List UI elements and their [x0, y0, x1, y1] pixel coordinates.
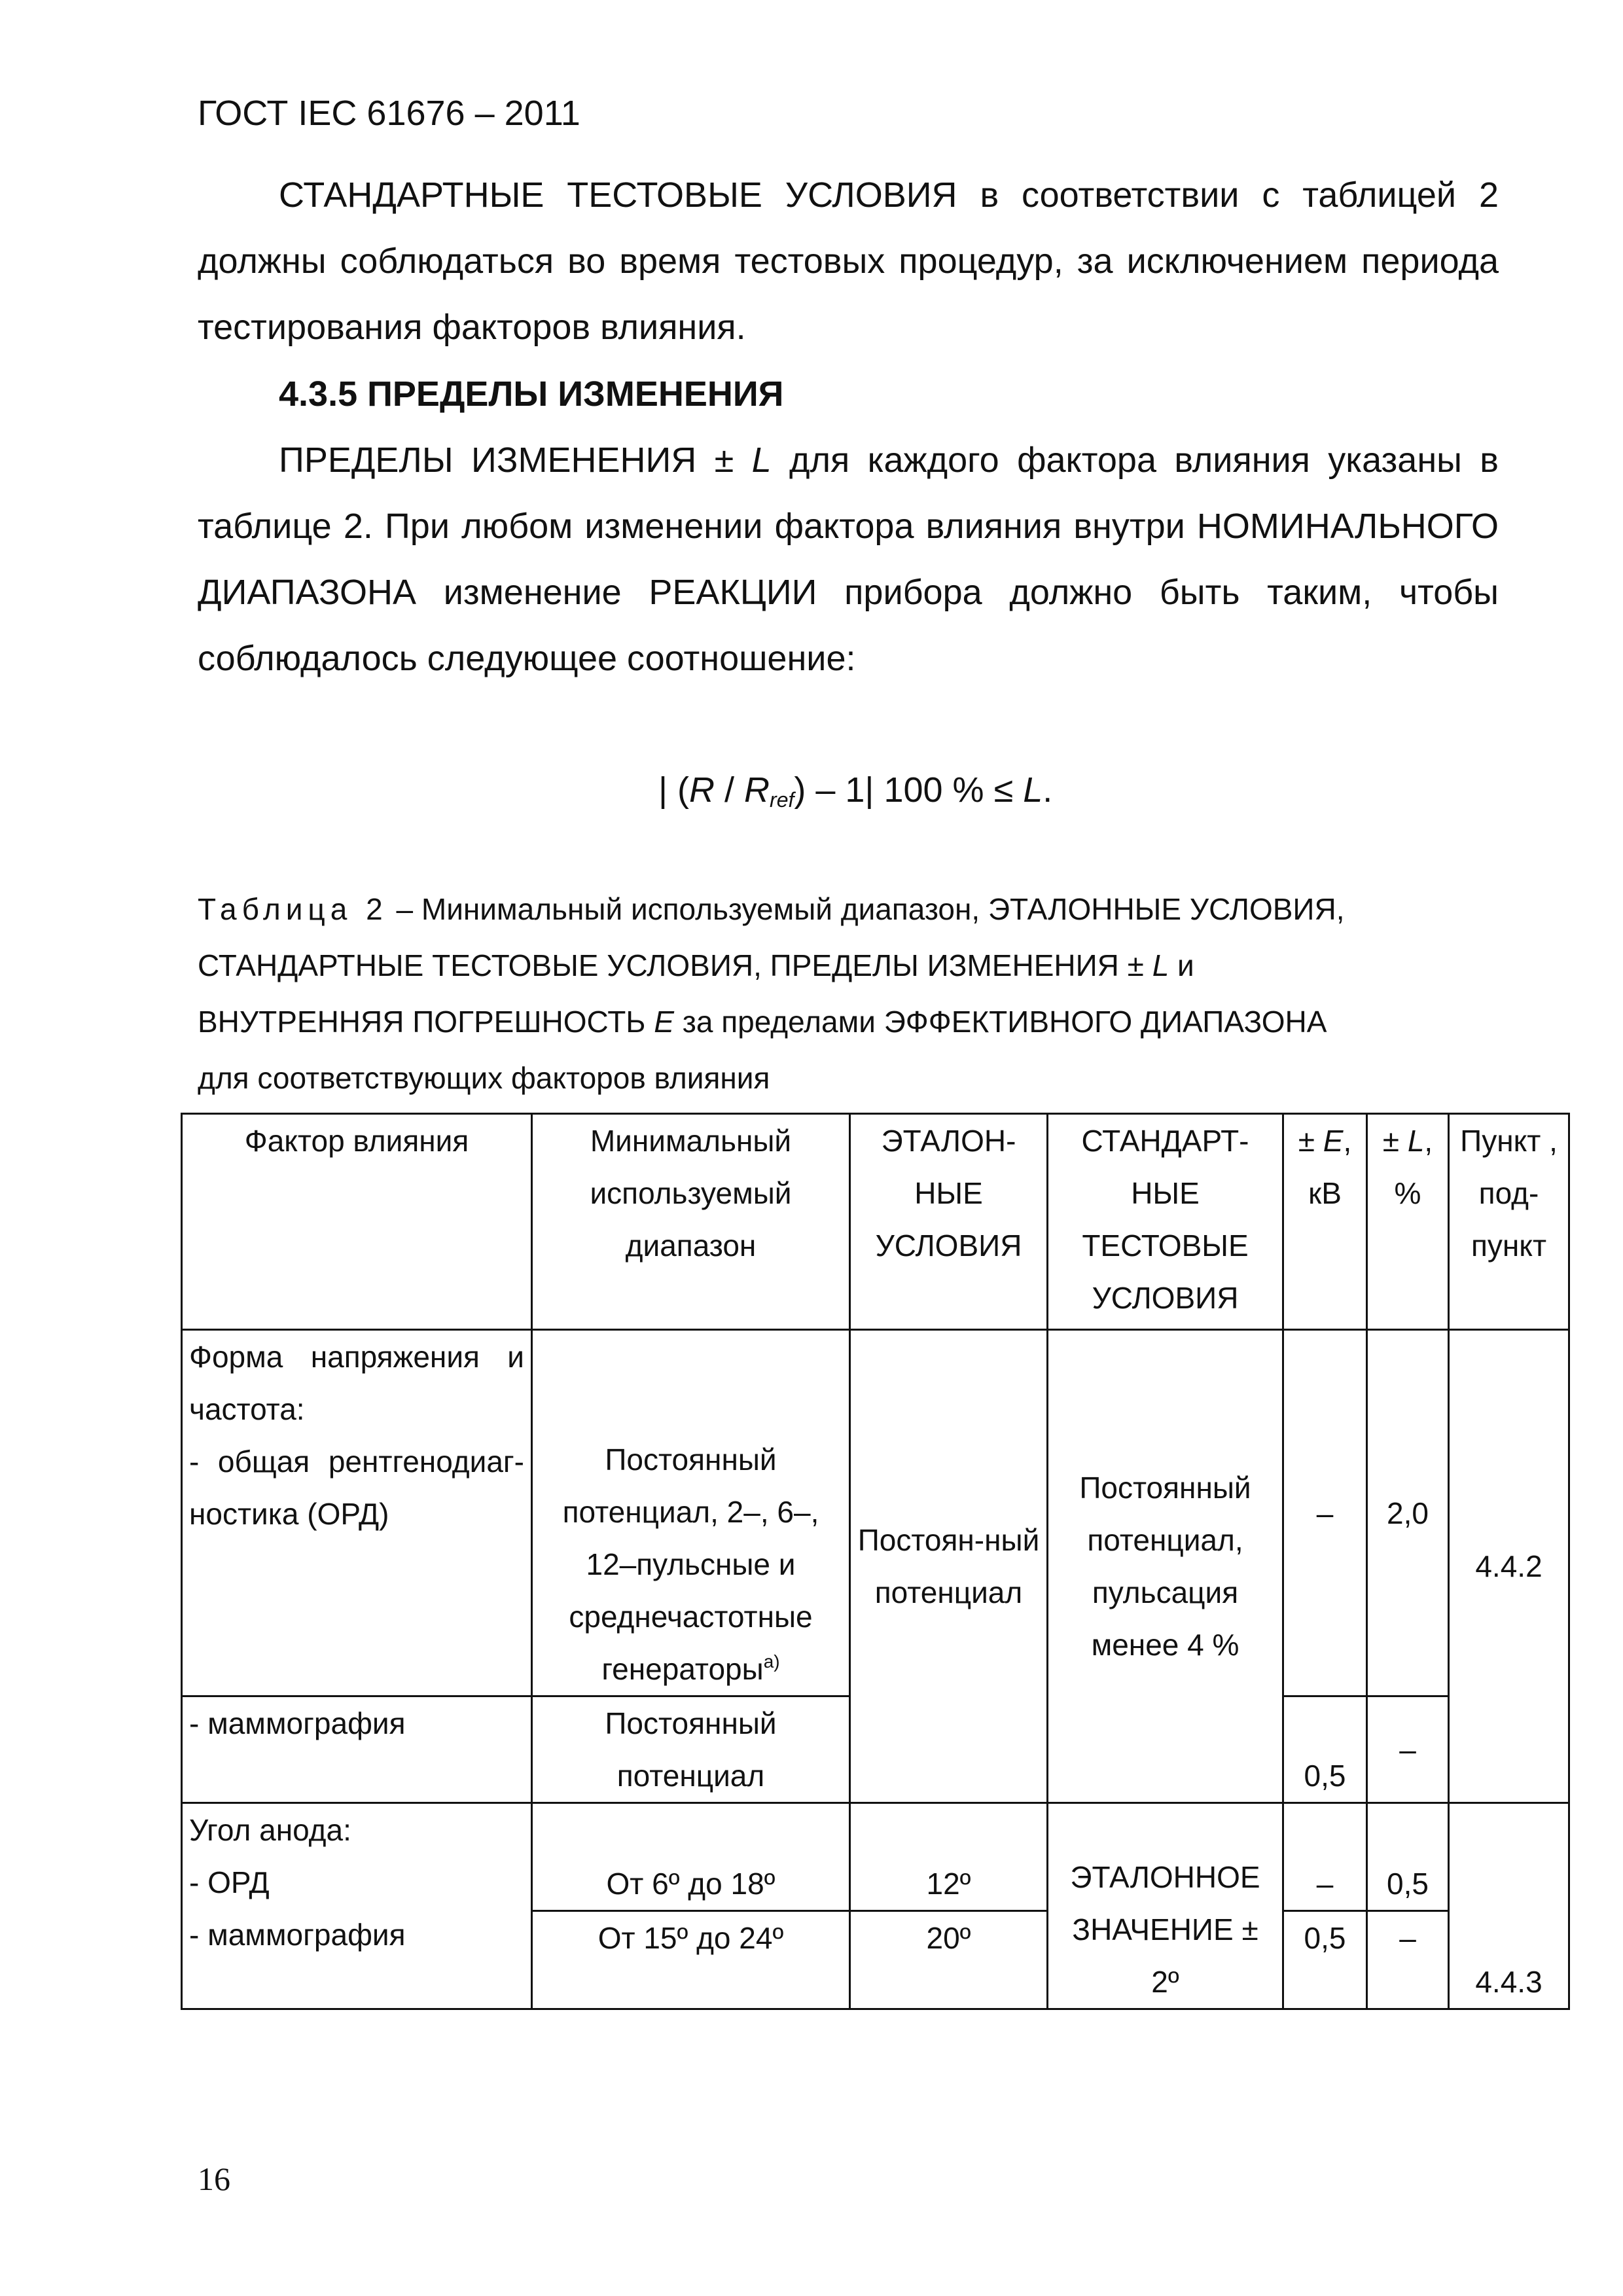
factor-anode-ord: - ОРД	[189, 1865, 270, 1899]
caption-line3-a: ВНУТРЕННЯЯ ПОГРЕШНОСТЬ	[198, 1005, 654, 1039]
table-header-row	[182, 1114, 1569, 1330]
header-E-pm: ±	[1298, 1124, 1323, 1158]
influence-factors-table	[181, 1113, 1570, 2010]
cell-anode-E-mammo: 0,5	[1283, 1911, 1367, 2009]
section-title: 4.3.5 ПРЕДЕЛЫ ИЗМЕНЕНИЯ	[279, 374, 784, 414]
caption-line3-b: за пределами ЭФФЕКТИВНОГО ДИАПАЗОНА	[673, 1005, 1327, 1039]
cell-reference-waveform: Постоян-ный потенциал	[850, 1330, 1048, 1803]
factor-anode-title: Угол анода:	[189, 1813, 351, 1847]
formula-open: | (	[658, 770, 690, 810]
paragraph-standard-conditions: СТАНДАРТНЫЕ ТЕСТОВЫЕ УСЛОВИЯ в соответствии с таблицей 2 должны соблюдаться во время тестовых процедур, за исключением периода тестирования факторов влияния.	[198, 175, 1499, 347]
caption-line-3	[198, 994, 1507, 1050]
factor-waveform-title: Форма напряжения и частота:	[189, 1340, 524, 1426]
formula-end: .	[1043, 770, 1053, 810]
header-variation-limit	[1367, 1114, 1449, 1330]
header-factor: Фактор влияния	[182, 1114, 532, 1330]
caption-line-1	[198, 881, 1507, 937]
header-reference-conditions: ЭТАЛОН-НЫЕ УСЛОВИЯ	[850, 1114, 1048, 1330]
caption-symbol-E: E	[654, 1005, 674, 1039]
cell-anode-clause: 4.4.3	[1449, 1803, 1569, 2009]
formula-Rref	[744, 770, 794, 810]
formula	[658, 761, 1052, 829]
table-caption	[198, 881, 1507, 1106]
caption-line1-text: – Минимальный используемый диапазон, ЭТАЛОННЫЕ УСЛОВИЯ,	[387, 892, 1345, 926]
p2-text-after: для каждого фактора влияния указаны в таблице 2. При любом изменении фактора влияния внутри НОМИНАЛЬНОГО ДИАПАЗОНА изменение РЕАКЦИИ прибора должно быть таким, чтобы соблюдалось следующее соотношение:	[198, 440, 1499, 678]
cell-L-mammo-waveform: –	[1367, 1696, 1449, 1803]
cell-E-ord-waveform: –	[1283, 1330, 1367, 1696]
p2-text-before: ПРЕДЕЛЫ ИЗМЕНЕНИЯ ±	[279, 440, 752, 480]
header-L-symbol: L	[1407, 1124, 1425, 1158]
factor-anode-mammo: - маммография	[189, 1918, 406, 1952]
cell-anode-range-mammo: От 15º до 24º	[532, 1911, 850, 2009]
header-standard-test-conditions: СТАНДАРТ-НЫЕ ТЕСТОВЫЕ УСЛОВИЯ	[1048, 1114, 1283, 1330]
cell-standard-waveform: Постоянный потенциал, пульсация менее 4 %	[1048, 1330, 1283, 1803]
header-L-unit: , %	[1394, 1124, 1433, 1210]
cell-E-mammo-waveform: 0,5	[1283, 1696, 1367, 1803]
formula-Rref-base: R	[744, 770, 770, 810]
cell-clause-waveform: 4.4.2	[1449, 1330, 1569, 1803]
cell-factor-mammo-waveform: - маммография	[182, 1696, 532, 1803]
cell-anode-range-ord: От 6º до 18º	[532, 1803, 850, 1911]
caption-line-2	[198, 937, 1507, 994]
formula-close: ) – 1| 100 % ≤	[794, 770, 1024, 810]
cell-factor-anode-angle	[182, 1803, 532, 2009]
header-L-pm: ±	[1382, 1124, 1408, 1158]
caption-line2-b: и	[1169, 948, 1194, 982]
cell-anode-L-ord: 0,5	[1367, 1803, 1449, 1911]
document-header: ГОСТ IEC 61676 – 2011	[198, 94, 580, 133]
caption-line2-a: СТАНДАРТНЫЕ ТЕСТОВЫЕ УСЛОВИЯ, ПРЕДЕЛЫ ИЗМЕНЕНИЯ ±	[198, 948, 1152, 982]
caption-line-4: для соответствующих факторов влияния	[198, 1061, 770, 1095]
p2-symbol-L: L	[751, 440, 772, 480]
formula-L: L	[1023, 770, 1043, 810]
cell-factor-waveform	[182, 1330, 532, 1696]
min-range-ord-text: Постоянный потенциал, 2–, 6–, 12–пульсные и среднечастотные генераторы	[562, 1443, 819, 1686]
factor-waveform-ord: - общая рентгенодиаг-ностика (ОРД)	[189, 1444, 524, 1531]
caption-symbol-L: L	[1152, 948, 1169, 982]
cell-min-range-mammo: Постоянный потенциал	[532, 1696, 850, 1803]
cell-anode-L-mammo: –	[1367, 1911, 1449, 2009]
cell-anode-E-ord: –	[1283, 1803, 1367, 1911]
cell-anode-ref-mammo: 20º	[850, 1911, 1048, 2009]
cell-min-range-ord	[532, 1330, 850, 1696]
header-clause: Пункт , под-пункт	[1449, 1114, 1569, 1330]
table-row	[182, 1803, 1569, 1911]
cell-anode-standard: ЭТАЛОННОЕ ЗНАЧЕНИЕ ± 2º	[1048, 1803, 1283, 2009]
header-intrinsic-error	[1283, 1114, 1367, 1330]
caption-label: Таблица 2	[198, 892, 388, 926]
footnote-marker: а)	[763, 1651, 780, 1672]
page-number: 16	[198, 2161, 230, 2197]
header-E-unit: , кВ	[1308, 1124, 1352, 1210]
formula-R: R	[689, 770, 715, 810]
table-row	[182, 1330, 1569, 1696]
cell-L-ord-waveform: 2,0	[1367, 1330, 1449, 1696]
formula-slash: /	[715, 770, 745, 810]
header-min-range: Минимальный используемый диапазон	[532, 1114, 850, 1330]
cell-anode-ref-ord: 12º	[850, 1803, 1048, 1911]
header-E-symbol: E	[1323, 1124, 1344, 1158]
paragraph-variation-limits	[198, 427, 1499, 692]
formula-Rref-sub: ref	[770, 788, 794, 812]
